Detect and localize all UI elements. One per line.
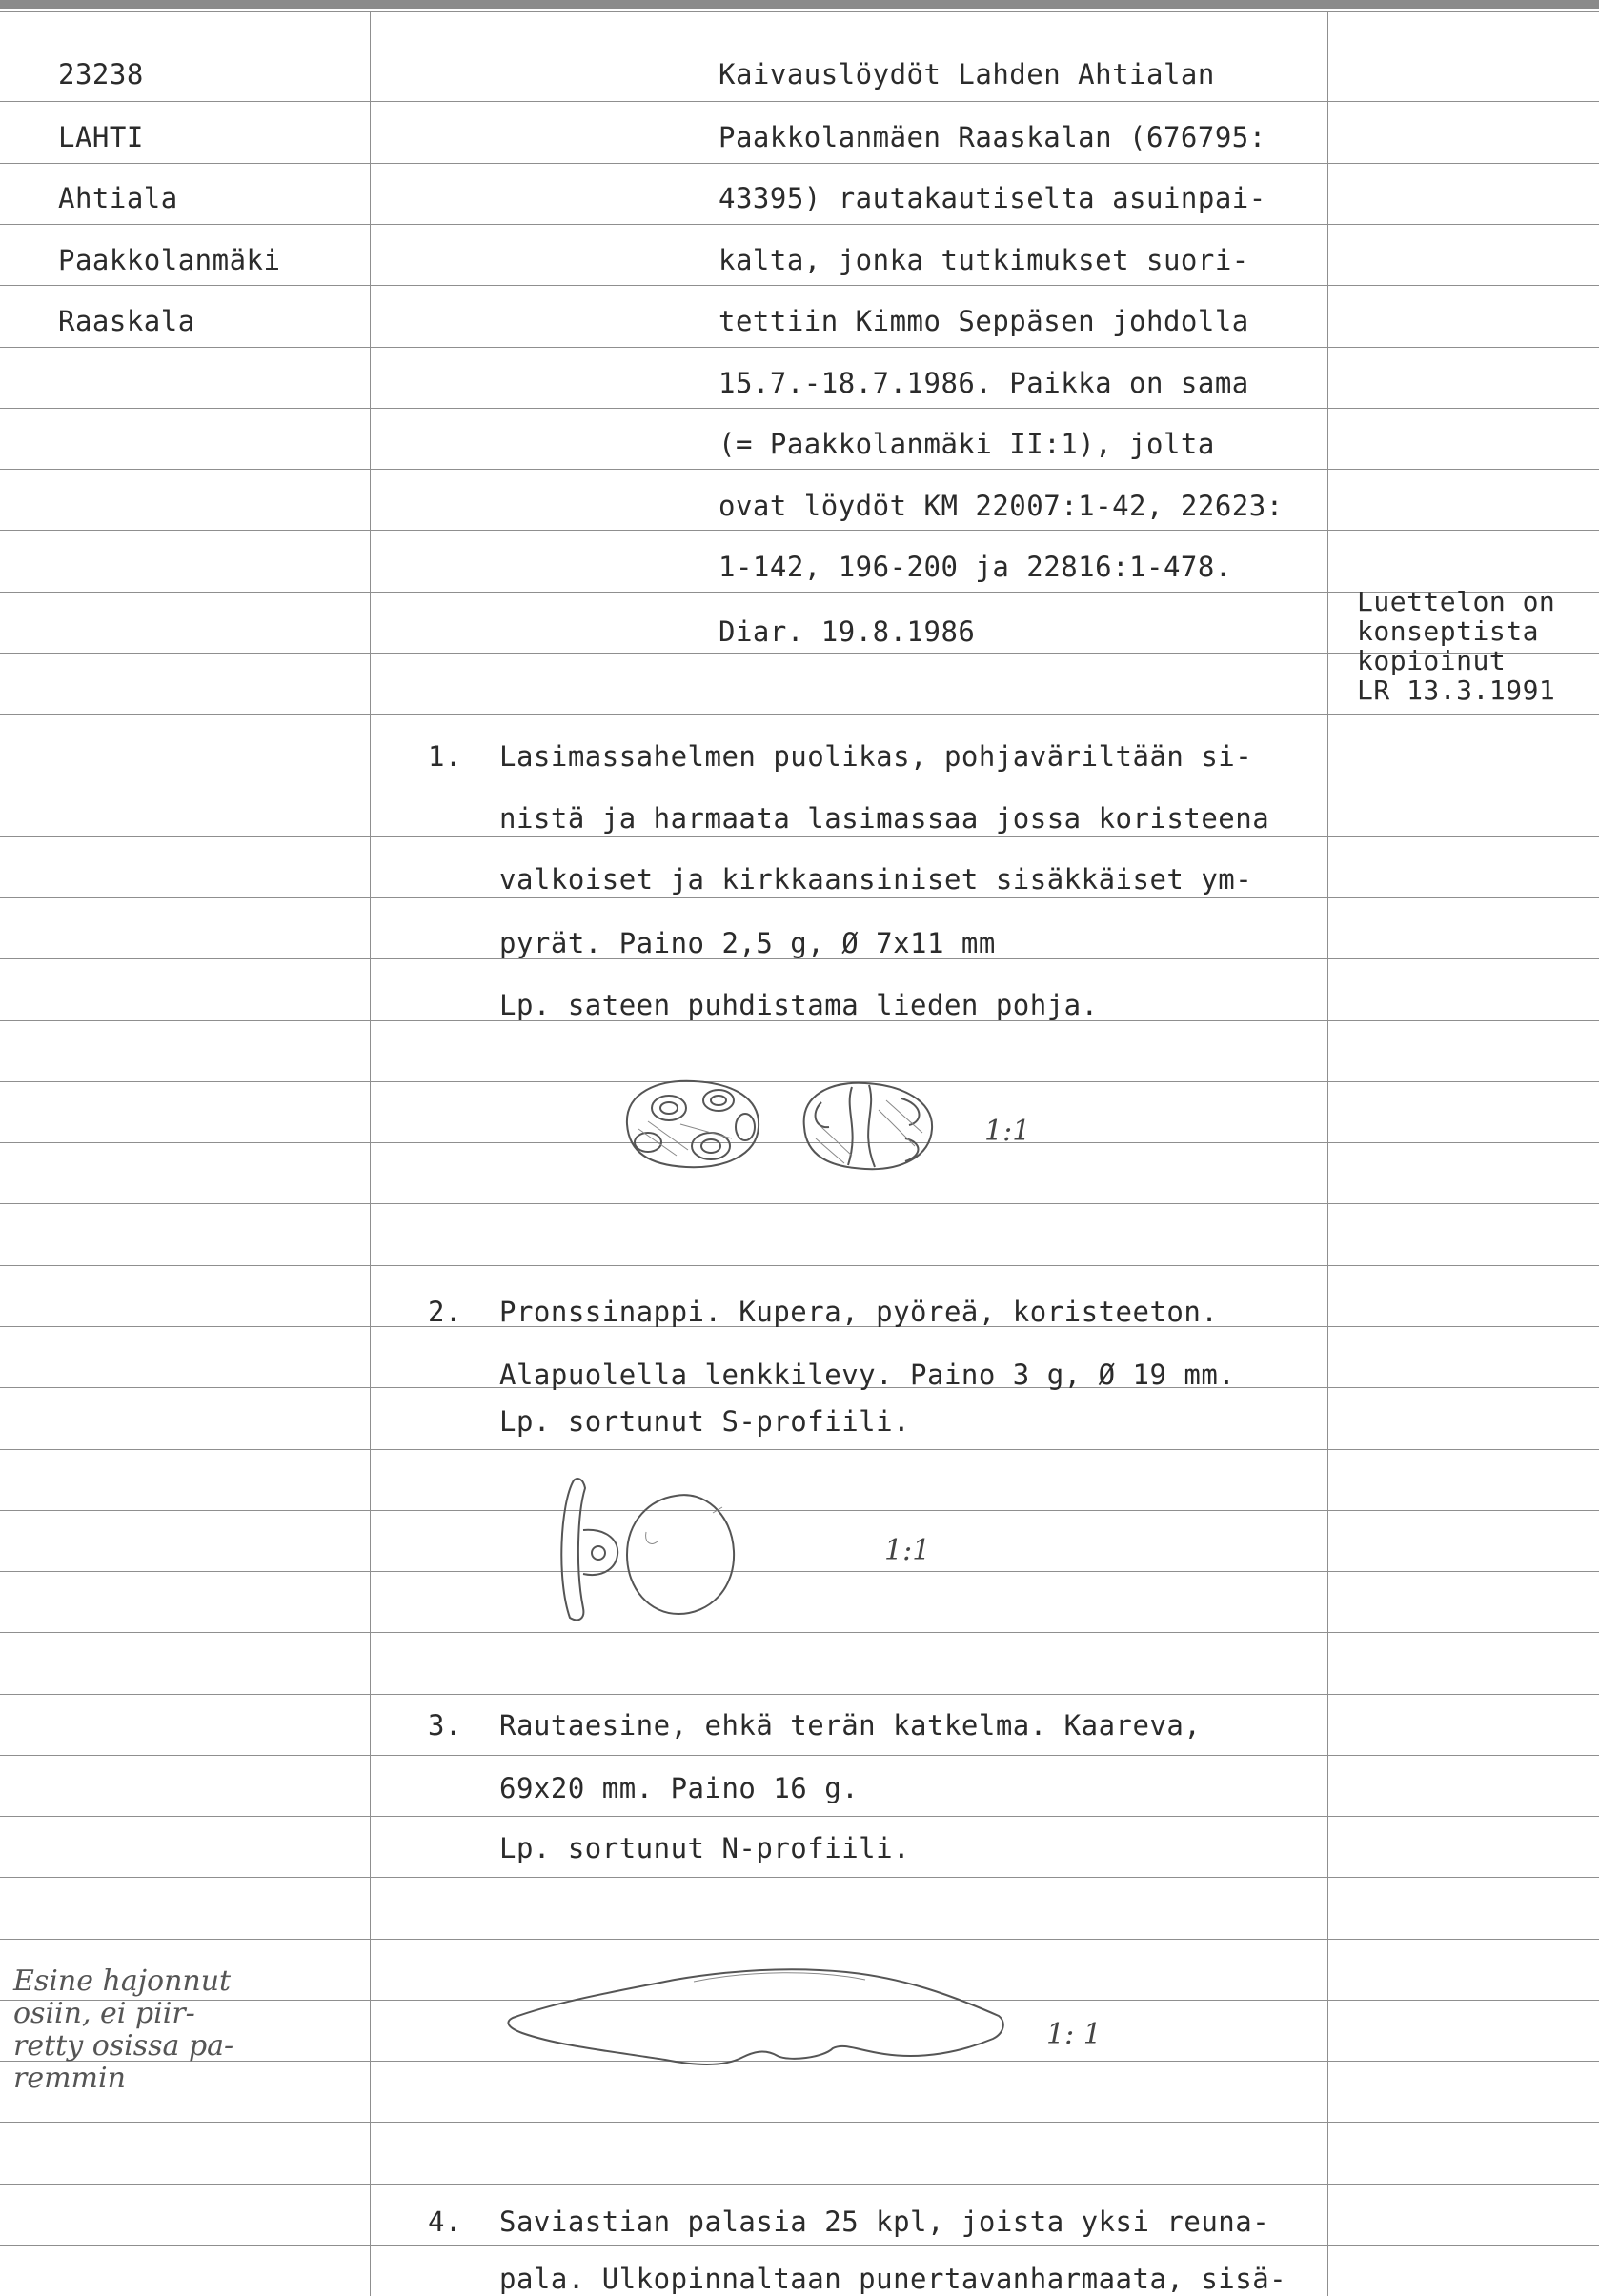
intro-line: 1-142, 196-200 ja 22816:1-478. xyxy=(719,551,1232,583)
intro-line: Diar. 19.8.1986 xyxy=(719,615,976,648)
top-edge-band xyxy=(0,0,1599,9)
copy-note-line: kopioinut xyxy=(1357,645,1507,676)
item-3-scale: 1: 1 xyxy=(1046,2018,1102,2051)
button-drawing xyxy=(551,1475,751,1627)
ruled-line xyxy=(0,1265,1599,1266)
ruled-line xyxy=(0,1755,1599,1756)
intro-line: kalta, jonka tutkimukset suori- xyxy=(719,244,1249,276)
item-1-line: pyrät. Paino 2,5 g, Ø 7x11 mm xyxy=(499,927,996,959)
item-4-line: pala. Ulkopinnaltaan punertavanharmaata, sisä- xyxy=(499,2263,1287,2295)
ruled-line xyxy=(0,1449,1599,1450)
ruled-line xyxy=(0,1571,1599,1572)
ruled-line xyxy=(0,1510,1599,1511)
intro-line: Kaivauslöydöt Lahden Ahtialan xyxy=(719,58,1215,91)
ruled-line xyxy=(0,2245,1599,2246)
item-3-line: 69x20 mm. Paino 16 g. xyxy=(499,1772,860,1804)
catalog-number: 23238 xyxy=(58,58,144,91)
item-number: 3. xyxy=(428,1709,462,1742)
right-column-rule xyxy=(1327,11,1328,2296)
item-number: 2. xyxy=(428,1296,462,1328)
intro-line: 15.7.-18.7.1986. Paikka on sama xyxy=(719,367,1249,399)
item-1-scale: 1:1 xyxy=(984,1115,1031,1148)
ruled-line xyxy=(0,1694,1599,1695)
item-4-line: Saviastian palasia 25 kpl, joista yksi reuna- xyxy=(499,2205,1270,2238)
municipality: LAHTI xyxy=(58,121,144,153)
ruled-line xyxy=(0,1632,1599,1633)
ruled-line xyxy=(0,836,1599,837)
ruled-line xyxy=(0,2122,1599,2123)
item-number: 4. xyxy=(428,2205,462,2238)
ruled-line xyxy=(0,347,1599,348)
margin-handwritten-note: osiin, ei piir- xyxy=(13,1997,195,2030)
copy-note-line: Luettelon on xyxy=(1357,586,1556,617)
ruled-line xyxy=(0,11,1599,12)
item-2-line: Alapuolella lenkkilevy. Paino 3 g, Ø 19 mm. xyxy=(499,1359,1236,1391)
margin-handwritten-note: retty osissa pa- xyxy=(13,2029,234,2063)
farm-name: Raaskala xyxy=(58,305,195,337)
iron-object-drawing xyxy=(503,1953,1018,2077)
ruled-line xyxy=(0,1877,1599,1878)
ruled-line xyxy=(0,1816,1599,1817)
copy-note-line: konseptista xyxy=(1357,615,1539,647)
left-column-rule xyxy=(370,11,371,2296)
item-1-line: valkoiset ja kirkkaansiniset sisäkkäiset ym- xyxy=(499,863,1253,896)
ruled-line xyxy=(0,469,1599,470)
item-3-line: Lp. sortunut N-profiili. xyxy=(499,1832,911,1864)
item-1-line: Lp. sateen puhdistama lieden pohja. xyxy=(499,989,1099,1021)
ruled-line xyxy=(0,224,1599,225)
item-1-line: nistä ja harmaata lasimassaa jossa koristeena xyxy=(499,802,1270,835)
bead-drawing xyxy=(619,1072,962,1177)
item-2-scale: 1:1 xyxy=(884,1534,931,1567)
intro-line: (= Paakkolanmäki II:1), jolta xyxy=(719,428,1215,460)
ruled-line xyxy=(0,285,1599,286)
ruled-line xyxy=(0,101,1599,102)
item-number: 1. xyxy=(428,740,462,773)
ruled-line xyxy=(0,163,1599,164)
intro-line: Paakkolanmäen Raaskalan (676795: xyxy=(719,121,1266,153)
ruled-line xyxy=(0,408,1599,409)
ruled-line xyxy=(0,714,1599,715)
item-2-line: Lp. sortunut S-profiili. xyxy=(499,1405,911,1438)
margin-handwritten-note: remmin xyxy=(13,2062,126,2095)
ruled-line xyxy=(0,2184,1599,2185)
ruled-line xyxy=(0,1939,1599,1940)
item-2-line: Pronssinappi. Kupera, pyöreä, koristeeton. xyxy=(499,1296,1219,1328)
site-name: Paakkolanmäki xyxy=(58,244,281,276)
copy-note-line: LR 13.3.1991 xyxy=(1357,675,1556,706)
intro-line: tettiin Kimmo Seppäsen johdolla xyxy=(719,305,1249,337)
village: Ahtiala xyxy=(58,182,178,214)
intro-line: 43395) rautakautiselta asuinpai- xyxy=(719,182,1266,214)
intro-line: ovat löydöt KM 22007:1-42, 22623: xyxy=(719,490,1284,522)
margin-handwritten-note: Esine hajonnut xyxy=(13,1964,232,1998)
ruled-line xyxy=(0,530,1599,531)
ruled-line xyxy=(0,897,1599,898)
ruled-line xyxy=(0,1203,1599,1204)
item-3-line: Rautaesine, ehkä terän katkelma. Kaareva, xyxy=(499,1709,1202,1742)
item-1-line: Lasimassahelmen puolikas, pohjaväriltään si- xyxy=(499,740,1253,773)
